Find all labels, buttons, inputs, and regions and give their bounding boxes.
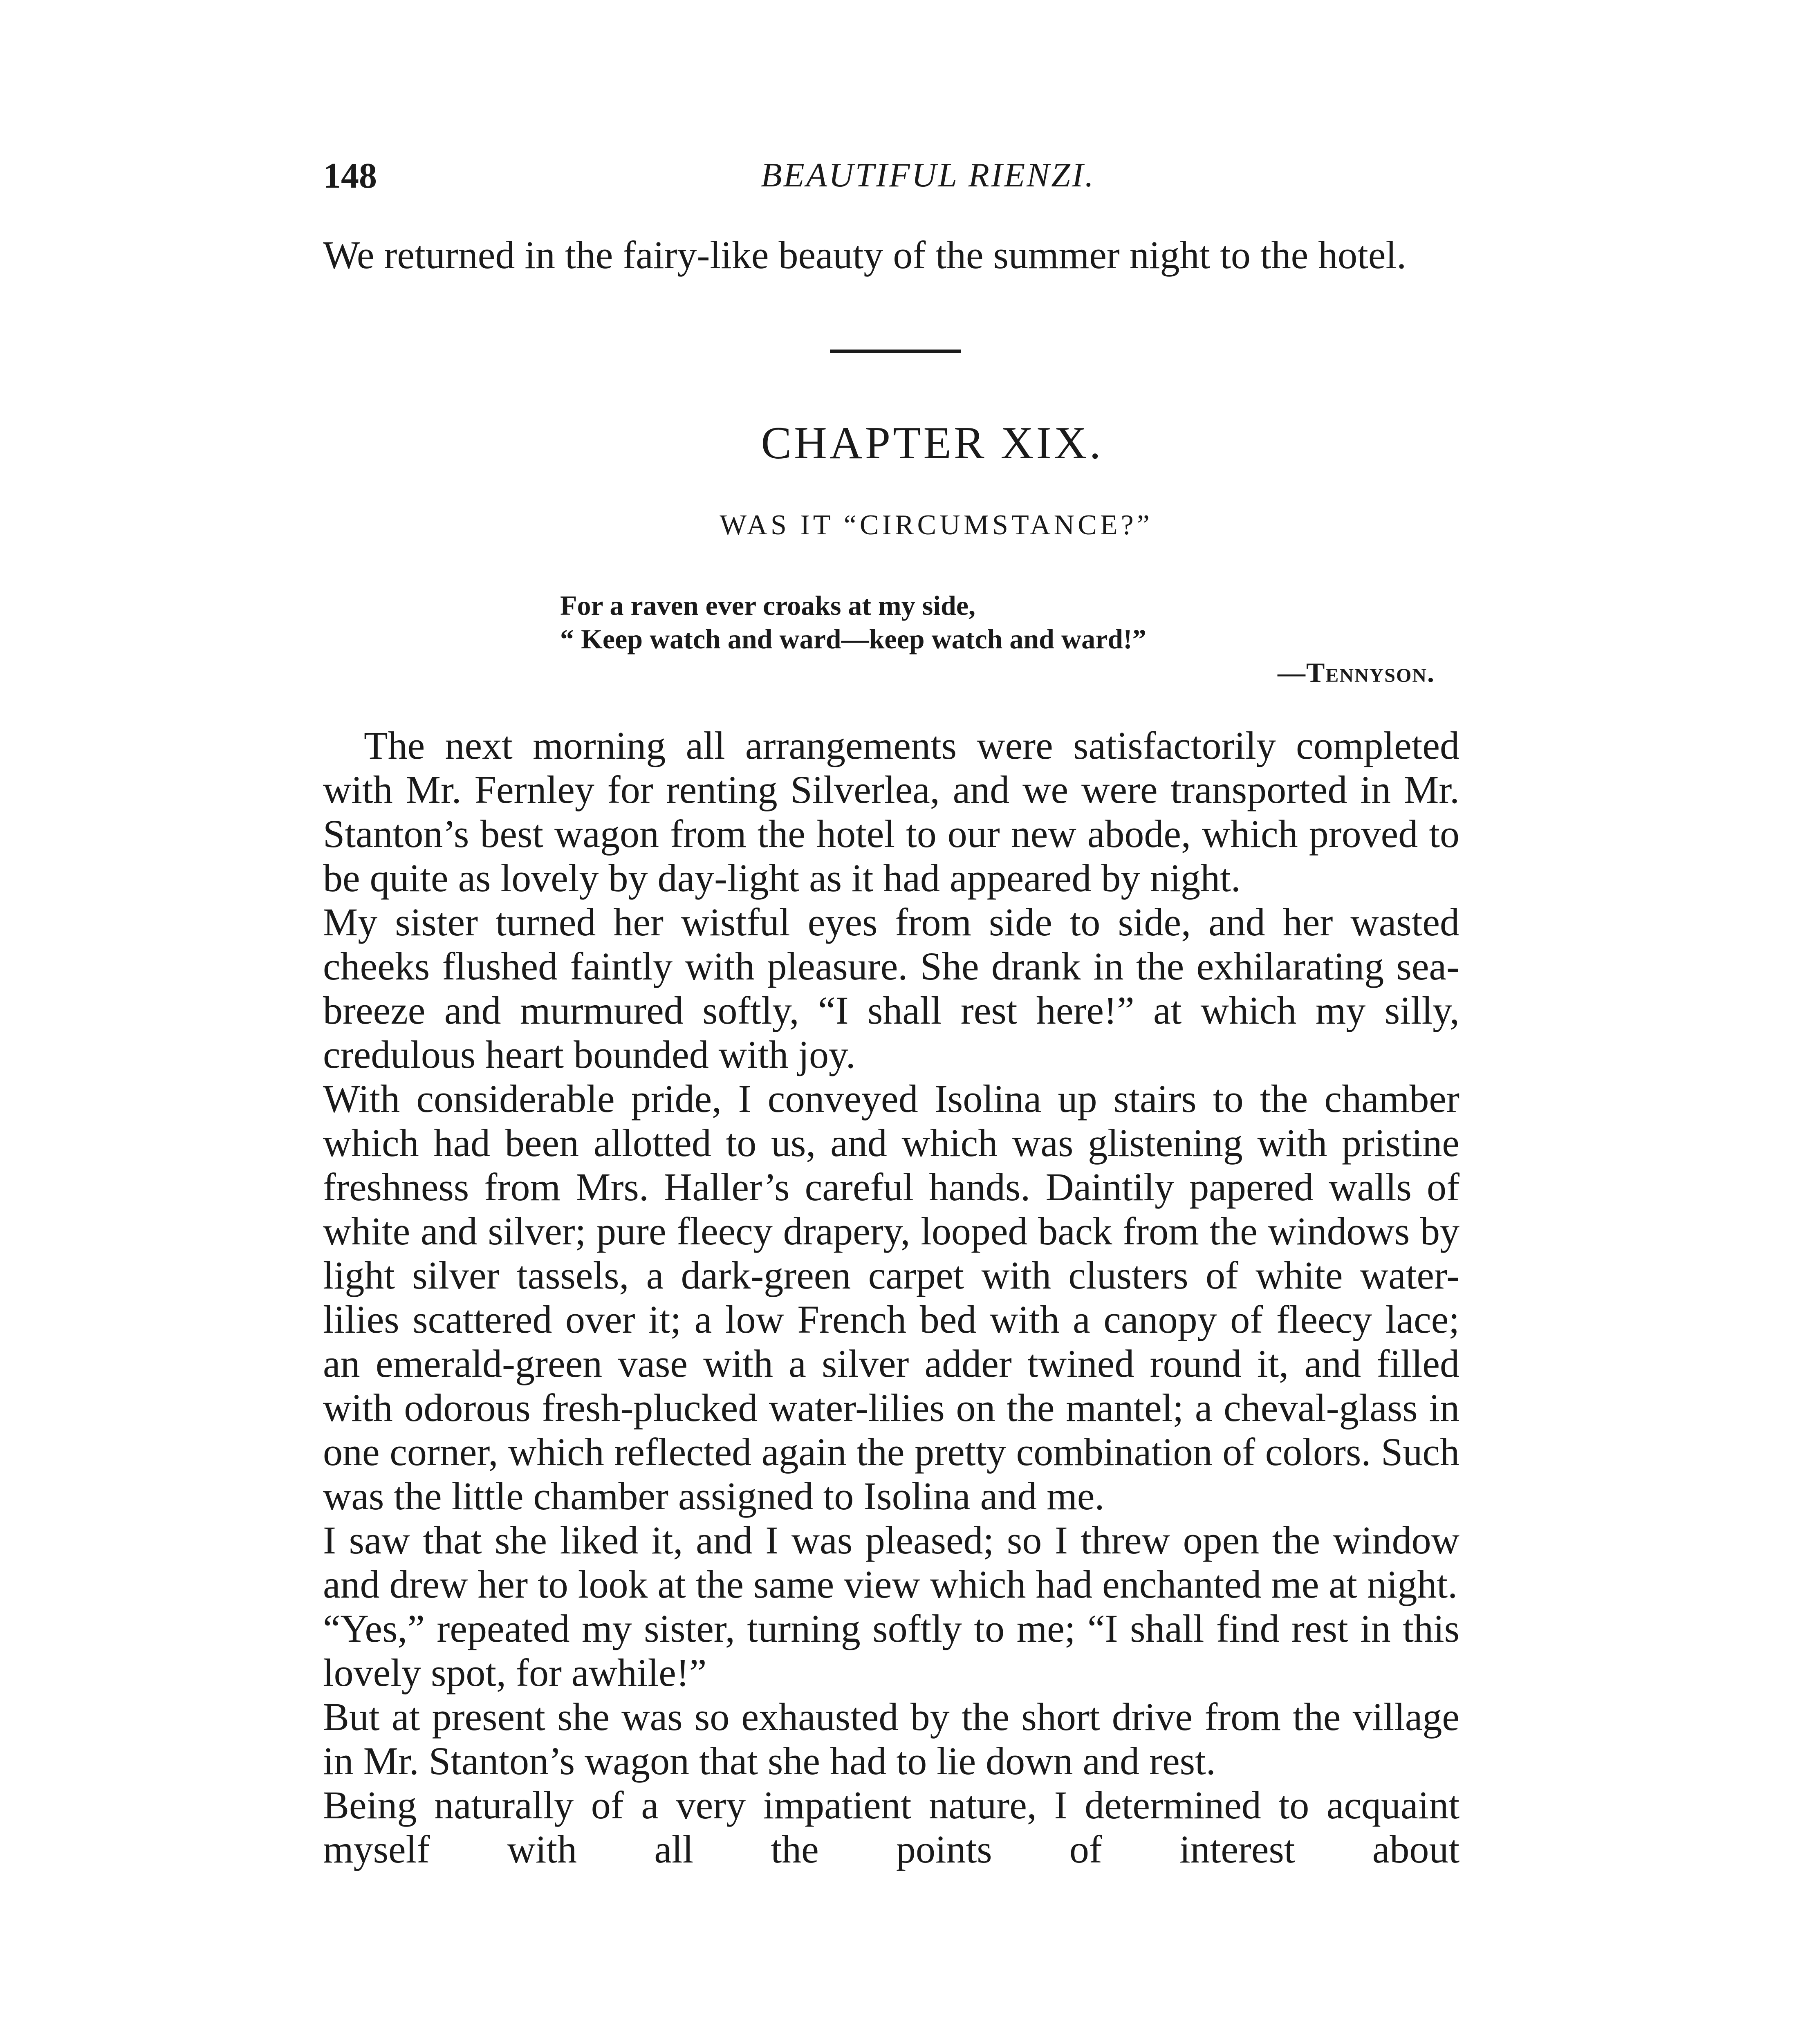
paragraph: But at present she was so exhausted by the short drive from the village in Mr. Stanton’s wagon that she had to lie down and rest. bbox=[323, 1695, 1459, 1783]
opening-paragraph: We returned in the fairy-like beauty of the summer night to the hotel. bbox=[323, 233, 1407, 277]
chapter-title: CHAPTER XIX. bbox=[761, 418, 1103, 468]
section-divider bbox=[830, 350, 961, 353]
paragraph: Being naturally of a very impatient nature, I determined to acquaint myself with all the points of interest about bbox=[323, 1783, 1459, 1871]
page-header bbox=[323, 155, 1459, 213]
paragraph: I saw that she liked it, and I was pleased; so I threw open the window and drew her to look at the same view which had enchanted me at night. bbox=[323, 1518, 1459, 1606]
paragraph: With considerable pride, I conveyed Isolina up stairs to the chamber which had been allotted to us, and which was glistening with pristine freshness from Mrs. Haller’s careful hands. Daintily papered walls of white and silver; pure fleecy drapery, looped back from the windows by light silver tassels, a dark-green carpet with clusters of white water-lilies scattered over it; a low French bed with a canopy of fleecy lace; an emerald-green vase with a silver adder twined round it, and filled with odorous fresh-plucked water-lilies on the mantel; a cheval-glass in one corner, which reflected again the pretty combination of colors. Such was the little chamber assigned to Isolina and me. bbox=[323, 1077, 1459, 1518]
chapter-subtitle: WAS IT “CIRCUMSTANCE?” bbox=[720, 509, 1153, 541]
chapter-body bbox=[323, 724, 1459, 1871]
running-title: BEAUTIFUL RIENZI. bbox=[761, 156, 1095, 194]
epigraph-line: For a raven ever croaks at my side, bbox=[560, 590, 976, 621]
epigraph bbox=[560, 589, 1435, 689]
paragraph: The next morning all arrangements were satisfactorily completed with Mr. Fernley for renting Silverlea, and we were transported in Mr. Stanton’s best wagon from the hotel to our new abode, which proved to be quite as lovely by day-light as it had appeared by night. bbox=[323, 724, 1459, 900]
page-number: 148 bbox=[323, 156, 377, 196]
paragraph: “Yes,” repeated my sister, turning softly to me; “I shall find rest in this lovely spot, for awhile!” bbox=[323, 1607, 1459, 1694]
epigraph-attribution: —Tennyson. bbox=[1277, 657, 1435, 688]
epigraph-line: “ Keep watch and ward—keep watch and ward!” bbox=[560, 623, 1146, 654]
paragraph: My sister turned her wistful eyes from side to side, and her wasted cheeks flushed faintly with pleasure. She drank in the exhilarating sea-breeze and murmured softly, “I shall rest here!” at which my silly, credulous heart bounded with joy. bbox=[323, 900, 1459, 1076]
